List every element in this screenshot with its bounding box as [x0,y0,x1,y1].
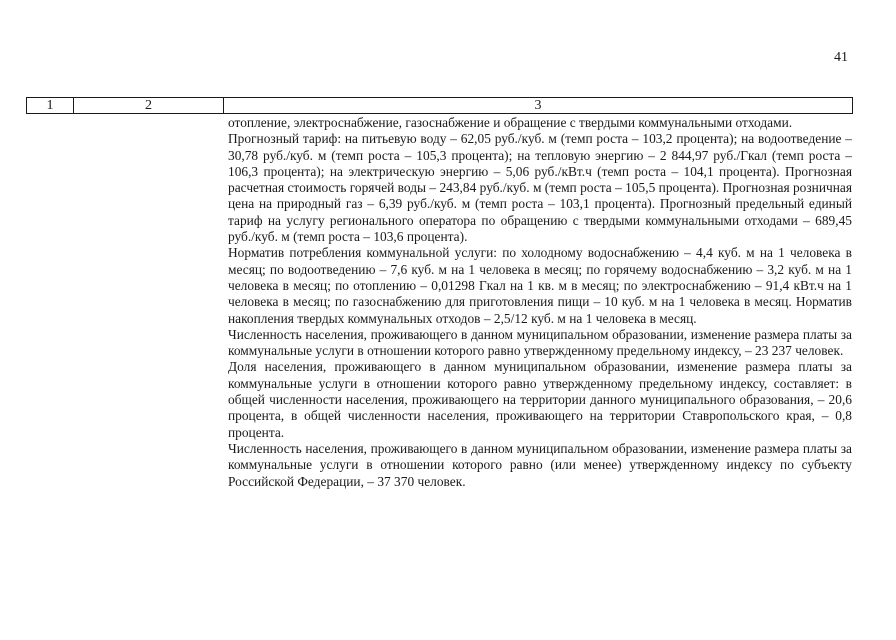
paragraph-population-count: Численность населения, проживающего в данном муниципальном образовании, изменение размера платы за коммунальные услуги в отношении которого равно утвержденному предельному индексу, – 23 237 человек. [228,326,852,359]
paragraph-population-share: Доля населения, проживающего в данном муниципальном образовании, изменение размера платы за коммунальные услуги в отношении которого равно утвержденному предельному индексу, составляет: в общей численности населения, проживающего на территории данного муниципального образования, – 20,6 процента, в общей численности населения, проживающего на территории Ставропольского края, – 0,8 процента. [228,359,852,440]
table-header-row [26,97,853,114]
document-body [228,115,852,490]
column-header-3: 3 [534,98,542,113]
paragraph-consumption-norms: Норматив потребления коммунальной услуги: по холодному водоснабжению – 4,4 куб. м на 1 человека в месяц; по водоотведению – 7,6 куб. м на 1 человека в месяц; по горячему водоснабжению – 3,2 куб. м на 1 человека в месяц; по отоплению – 0,01298 Гкал на 1 кв. м в месяц; по электроснабжению – 91,4 кВт.ч на 1 человека в месяц; по газоснабжению для приготовления пищи – 10 куб. м на 1 человека в месяц. Норматив накопления твердых коммунальных отходов – 2,5/12 куб. м на 1 человека в месяц. [228,245,852,326]
page-number: 41 [834,50,848,65]
column-header-1: 1 [27,98,74,113]
paragraph-forecast-tariffs: Прогнозный тариф: на питьевую воду – 62,05 руб./куб. м (темп роста – 103,2 процента); на водоотведение – 30,78 руб./куб. м (темп роста – 105,3 процента); на тепловую энергию – 2 844,97 руб./Гкал (темп роста – 106,3 процента); на электрическую энергию – 5,06 руб./кВт.ч (темп роста – 104,1 процента). Прогнозная расчетная стоимость горячей воды – 243,84 руб./куб. м (темп роста – 105,5 процента). Прогнозная розничная цена на природный газ – 6,39 руб./куб. м (темп роста – 103,1 процента). Прогнозный предельный единый тариф на услугу регионального оператора по обращению с твердыми коммунальными отходами – 689,45 руб./куб. м (темп роста – 103,6 процента). [228,131,852,245]
column-header-2: 2 [74,98,224,113]
paragraph-utilities-list: отопление, электроснабжение, газоснабжение и обращение с твердыми коммунальными отходами. [228,115,793,130]
paragraph-population-count-subject-index: Численность населения, проживающего в данном муниципальном образовании, изменение размера платы за коммунальные услуги в отношении которого равно (или менее) утвержденному индексу по субъекту Российской Федерации, – 37 370 человек. [228,440,852,489]
